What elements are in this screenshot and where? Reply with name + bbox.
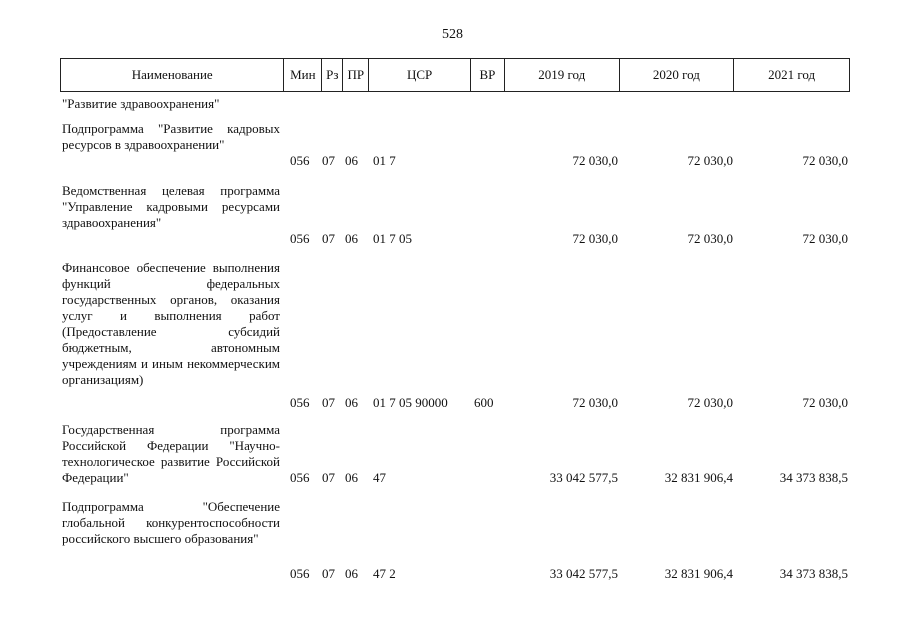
header-2021: 2021 год — [768, 67, 816, 82]
header-min: Мин — [284, 59, 322, 91]
header-2019: 2019 год — [505, 59, 620, 91]
row-2019: 33 042 577,5 — [549, 470, 618, 485]
row-2020: 72 030,0 — [687, 231, 733, 246]
row-name: Подпрограмма "Развитие кадровых ресурсов в здравоохранении" — [62, 121, 280, 152]
row-min: 056 — [290, 231, 310, 246]
row-name: Финансовое обеспечение выполнения функций федеральных государственных органов, оказания услуг и выполнения работ (Предоставление субсидий бюджетным, автономным учреждениям и иным некоммерческим организациям) — [62, 260, 280, 387]
row-csr: 47 2 — [373, 566, 396, 581]
row-2020: 32 831 906,4 — [664, 566, 733, 581]
row-2019: 72 030,0 — [572, 395, 618, 410]
row-rz: 07 — [322, 566, 335, 581]
row-vr: 600 — [474, 395, 494, 410]
row-2020: 32 831 906,4 — [664, 470, 733, 485]
page-number: 528 — [442, 27, 463, 42]
row-pr: 06 — [345, 566, 358, 581]
row-name: Ведомственная целевая программа "Управление кадровыми ресурсами здравоохранения" — [62, 183, 280, 230]
row-csr: 01 7 05 — [373, 231, 412, 246]
row-2021: 72 030,0 — [802, 395, 848, 410]
row-min: 056 — [290, 153, 310, 168]
row-pr: 06 — [345, 153, 358, 168]
continuation-text: "Развитие здравоохранения" — [62, 96, 220, 111]
row-2021: 72 030,0 — [802, 231, 848, 246]
row-2021: 34 373 838,5 — [779, 470, 848, 485]
row-rz: 07 — [322, 153, 335, 168]
row-2020: 72 030,0 — [687, 153, 733, 168]
row-2019: 72 030,0 — [572, 231, 618, 246]
row-rz: 07 — [322, 470, 335, 485]
row-csr: 47 — [373, 470, 386, 485]
row-2021: 34 373 838,5 — [779, 566, 848, 581]
row-2021: 72 030,0 — [802, 153, 848, 168]
row-min: 056 — [290, 470, 310, 485]
row-2019: 72 030,0 — [572, 153, 618, 168]
row-2020: 72 030,0 — [687, 395, 733, 410]
row-csr: 01 7 05 90000 — [373, 395, 448, 410]
row-name: Подпрограмма "Обеспечение глобальной конкурентоспособности российского высшего образования" — [62, 499, 280, 546]
row-pr: 06 — [345, 470, 358, 485]
row-2019: 33 042 577,5 — [549, 566, 618, 581]
row-rz: 07 — [322, 231, 335, 246]
row-rz: 07 — [322, 395, 335, 410]
row-min: 056 — [290, 566, 310, 581]
row-pr: 06 — [345, 231, 358, 246]
header-pr: ПР — [343, 59, 369, 91]
row-pr: 06 — [345, 395, 358, 410]
header-vr: ВР — [471, 59, 505, 91]
table-header — [60, 58, 850, 92]
row-name: Государственная программа Российской Федерации "Научно-технологическое развитие Российской Федерации" — [62, 422, 280, 485]
header-name: Наименование — [61, 59, 284, 91]
row-csr: 01 7 — [373, 153, 396, 168]
header-csr: ЦСР — [369, 59, 471, 91]
row-min: 056 — [290, 395, 310, 410]
header-2020: 2020 год — [620, 59, 735, 91]
header-rz: Рз — [322, 59, 343, 91]
